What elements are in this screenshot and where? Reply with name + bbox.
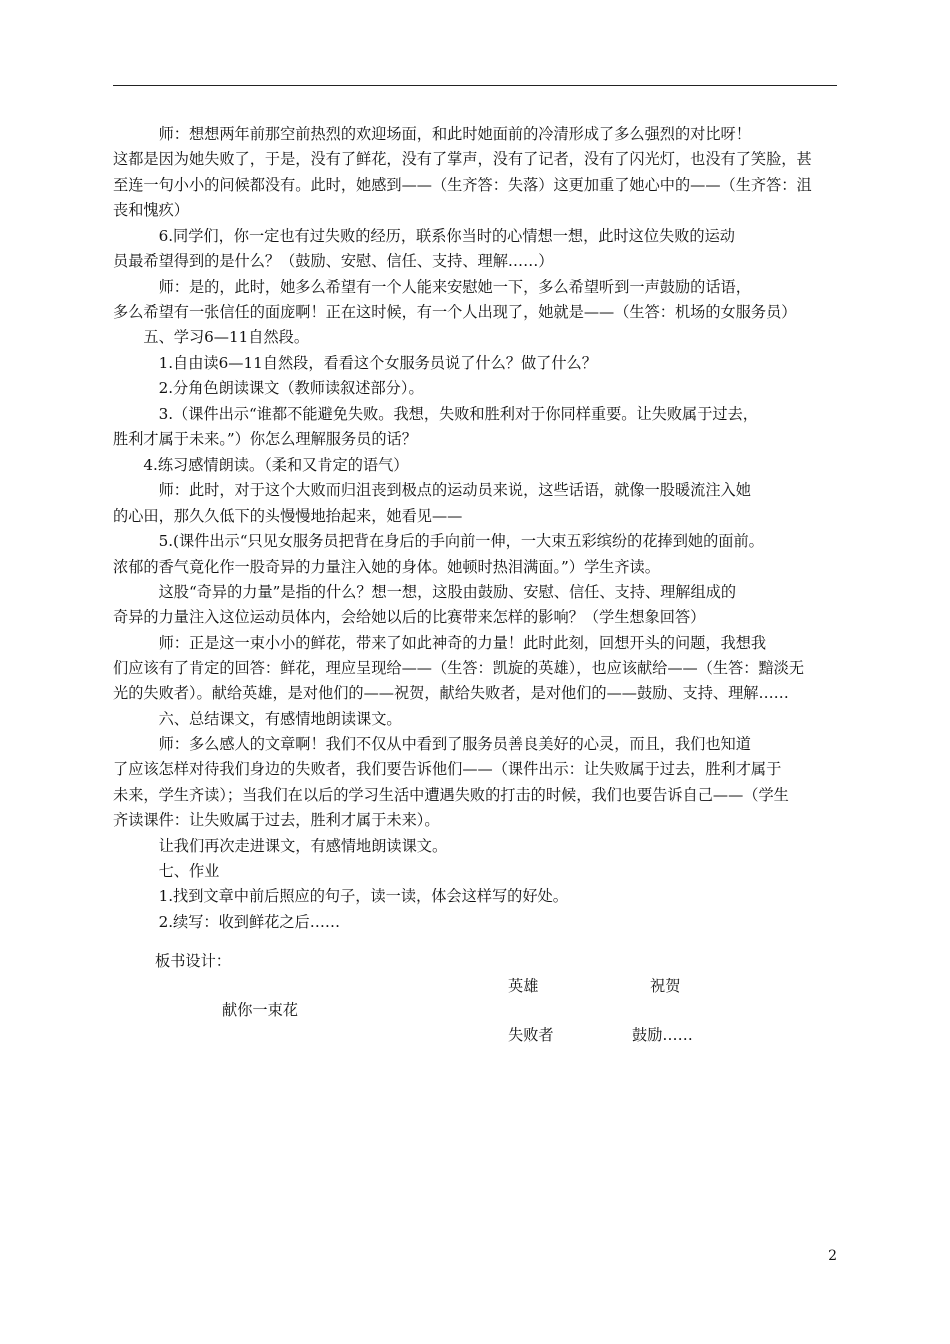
text-line: 师：是的，此时，她多么希望有一个人能来安慰她一下，多么希望听到一声鼓励的话语， xyxy=(113,278,751,296)
board-hero: 英雄 xyxy=(508,977,539,995)
text-line: 这股“奇异的力量”是指的什么？想一想，这股由鼓励、安慰、信任、支持、理解组成的 xyxy=(113,583,737,601)
text-line: 七、作业 xyxy=(113,862,220,880)
text-line: 5.(课件出示“只见女服务员把背在身后的手向前一伸，一大束五彩缤纷的花捧到她的面前。 xyxy=(113,532,764,550)
text-line: 4.练习感情朗读。（柔和又肯定的语气） xyxy=(113,456,409,474)
board-hero-action: 祝贺 xyxy=(650,977,681,995)
text-line: 让我们再次走进课文，有感情地朗读课文。 xyxy=(113,837,448,855)
text-line: 2.续写：收到鲜花之后…… xyxy=(113,913,341,931)
text-line: 齐读课件：让失败属于过去，胜利才属于未来）。 xyxy=(113,811,440,829)
text-line: 这都是因为她失败了，于是，没有了鲜花，没有了掌声，没有了记者，没有了闪光灯，也没有了笑脸，甚 xyxy=(113,150,812,168)
text-line: 至连一句小小的问候都没有。此时，她感到——（生齐答：失落）这更加重了她心中的——（生齐答：沮 xyxy=(113,176,812,194)
header-rule xyxy=(113,85,837,86)
text-line: 2.分角色朗读课文（教师读叙述部分）。 xyxy=(113,379,424,397)
text-line: 了应该怎样对待我们身边的失败者，我们要告诉他们——（课件出示：让失败属于过去，胜利才属于 xyxy=(113,760,782,778)
text-line: 3.（课件出示“谁都不能避免失败。我想，失败和胜利对于你同样重要。让失败属于过去， xyxy=(113,405,758,423)
text-line: 们应该有了肯定的回答：鲜花，理应呈现给——（生答：凯旋的英雄），也应该献给——（生答：黯淡无 xyxy=(113,659,805,677)
text-line: 1.自由读6—11自然段，看看这个女服务员说了什么？做了什么？ xyxy=(113,354,597,372)
text-line: 6.同学们，你一定也有过失败的经历，联系你当时的心情想一想，此时这位失败的运动 xyxy=(113,227,735,245)
text-line: 丧和愧疚） xyxy=(113,201,189,219)
text-line: 浓郁的香气竟化作一股奇异的力量注入她的身体。她顿时热泪满面。”）学生齐读。 xyxy=(113,558,660,576)
text-line: 师：想想两年前那空前热烈的欢迎场面，和此时她面前的冷清形成了多么强烈的对比呀！ xyxy=(113,125,751,143)
text-line: 师：多么感人的文章啊！我们不仅从中看到了服务员善良美好的心灵，而且，我们也知道 xyxy=(113,735,751,753)
page-number: 2 xyxy=(828,1248,837,1264)
text-line: 胜利才属于未来。”）你怎么理解服务员的话？ xyxy=(113,430,417,448)
board-loser-action: 鼓励…… xyxy=(632,1026,693,1044)
board-heading: 板书设计： xyxy=(155,952,231,970)
board-title: 献你一束花 xyxy=(222,1001,298,1019)
text-line: 1.找到文章中前后照应的句子，读一读，体会这样写的好处。 xyxy=(113,887,568,905)
text-line: 奇异的力量注入这位运动员体内，会给她以后的比赛带来怎样的影响？（学生想象回答） xyxy=(113,608,706,626)
text-line: 师：正是这一束小小的鲜花，带来了如此神奇的力量！此时此刻，回想开头的问题，我想我 xyxy=(113,634,767,652)
board-loser: 失败者 xyxy=(508,1026,554,1044)
text-line: 员最希望得到的是什么？（鼓励、安慰、信任、支持、理解……） xyxy=(113,252,554,270)
text-line: 光的失败者）。献给英雄，是对他们的——祝贺，献给失败者，是对他们的——鼓励、支持、理解…… xyxy=(113,684,789,702)
text-line: 师：此时，对于这个大败而归沮丧到极点的运动员来说，这些话语，就像一股暖流注入她 xyxy=(113,481,751,499)
text-line: 的心田，那久久低下的头慢慢地抬起来，她看见—— xyxy=(113,507,463,525)
text-line: 五、学习6—11自然段。 xyxy=(113,328,310,346)
text-line: 多么希望有一张信任的面庞啊！正在这时候，有一个人出现了，她就是——（生答：机场的女服务员） xyxy=(113,303,797,321)
text-line: 未来，学生齐读）；当我们在以后的学习生活中遭遇失败的打击的时候，我们也要告诉自己——（学生 xyxy=(113,786,789,804)
text-line: 六、总结课文，有感情地朗读课文。 xyxy=(113,710,402,728)
